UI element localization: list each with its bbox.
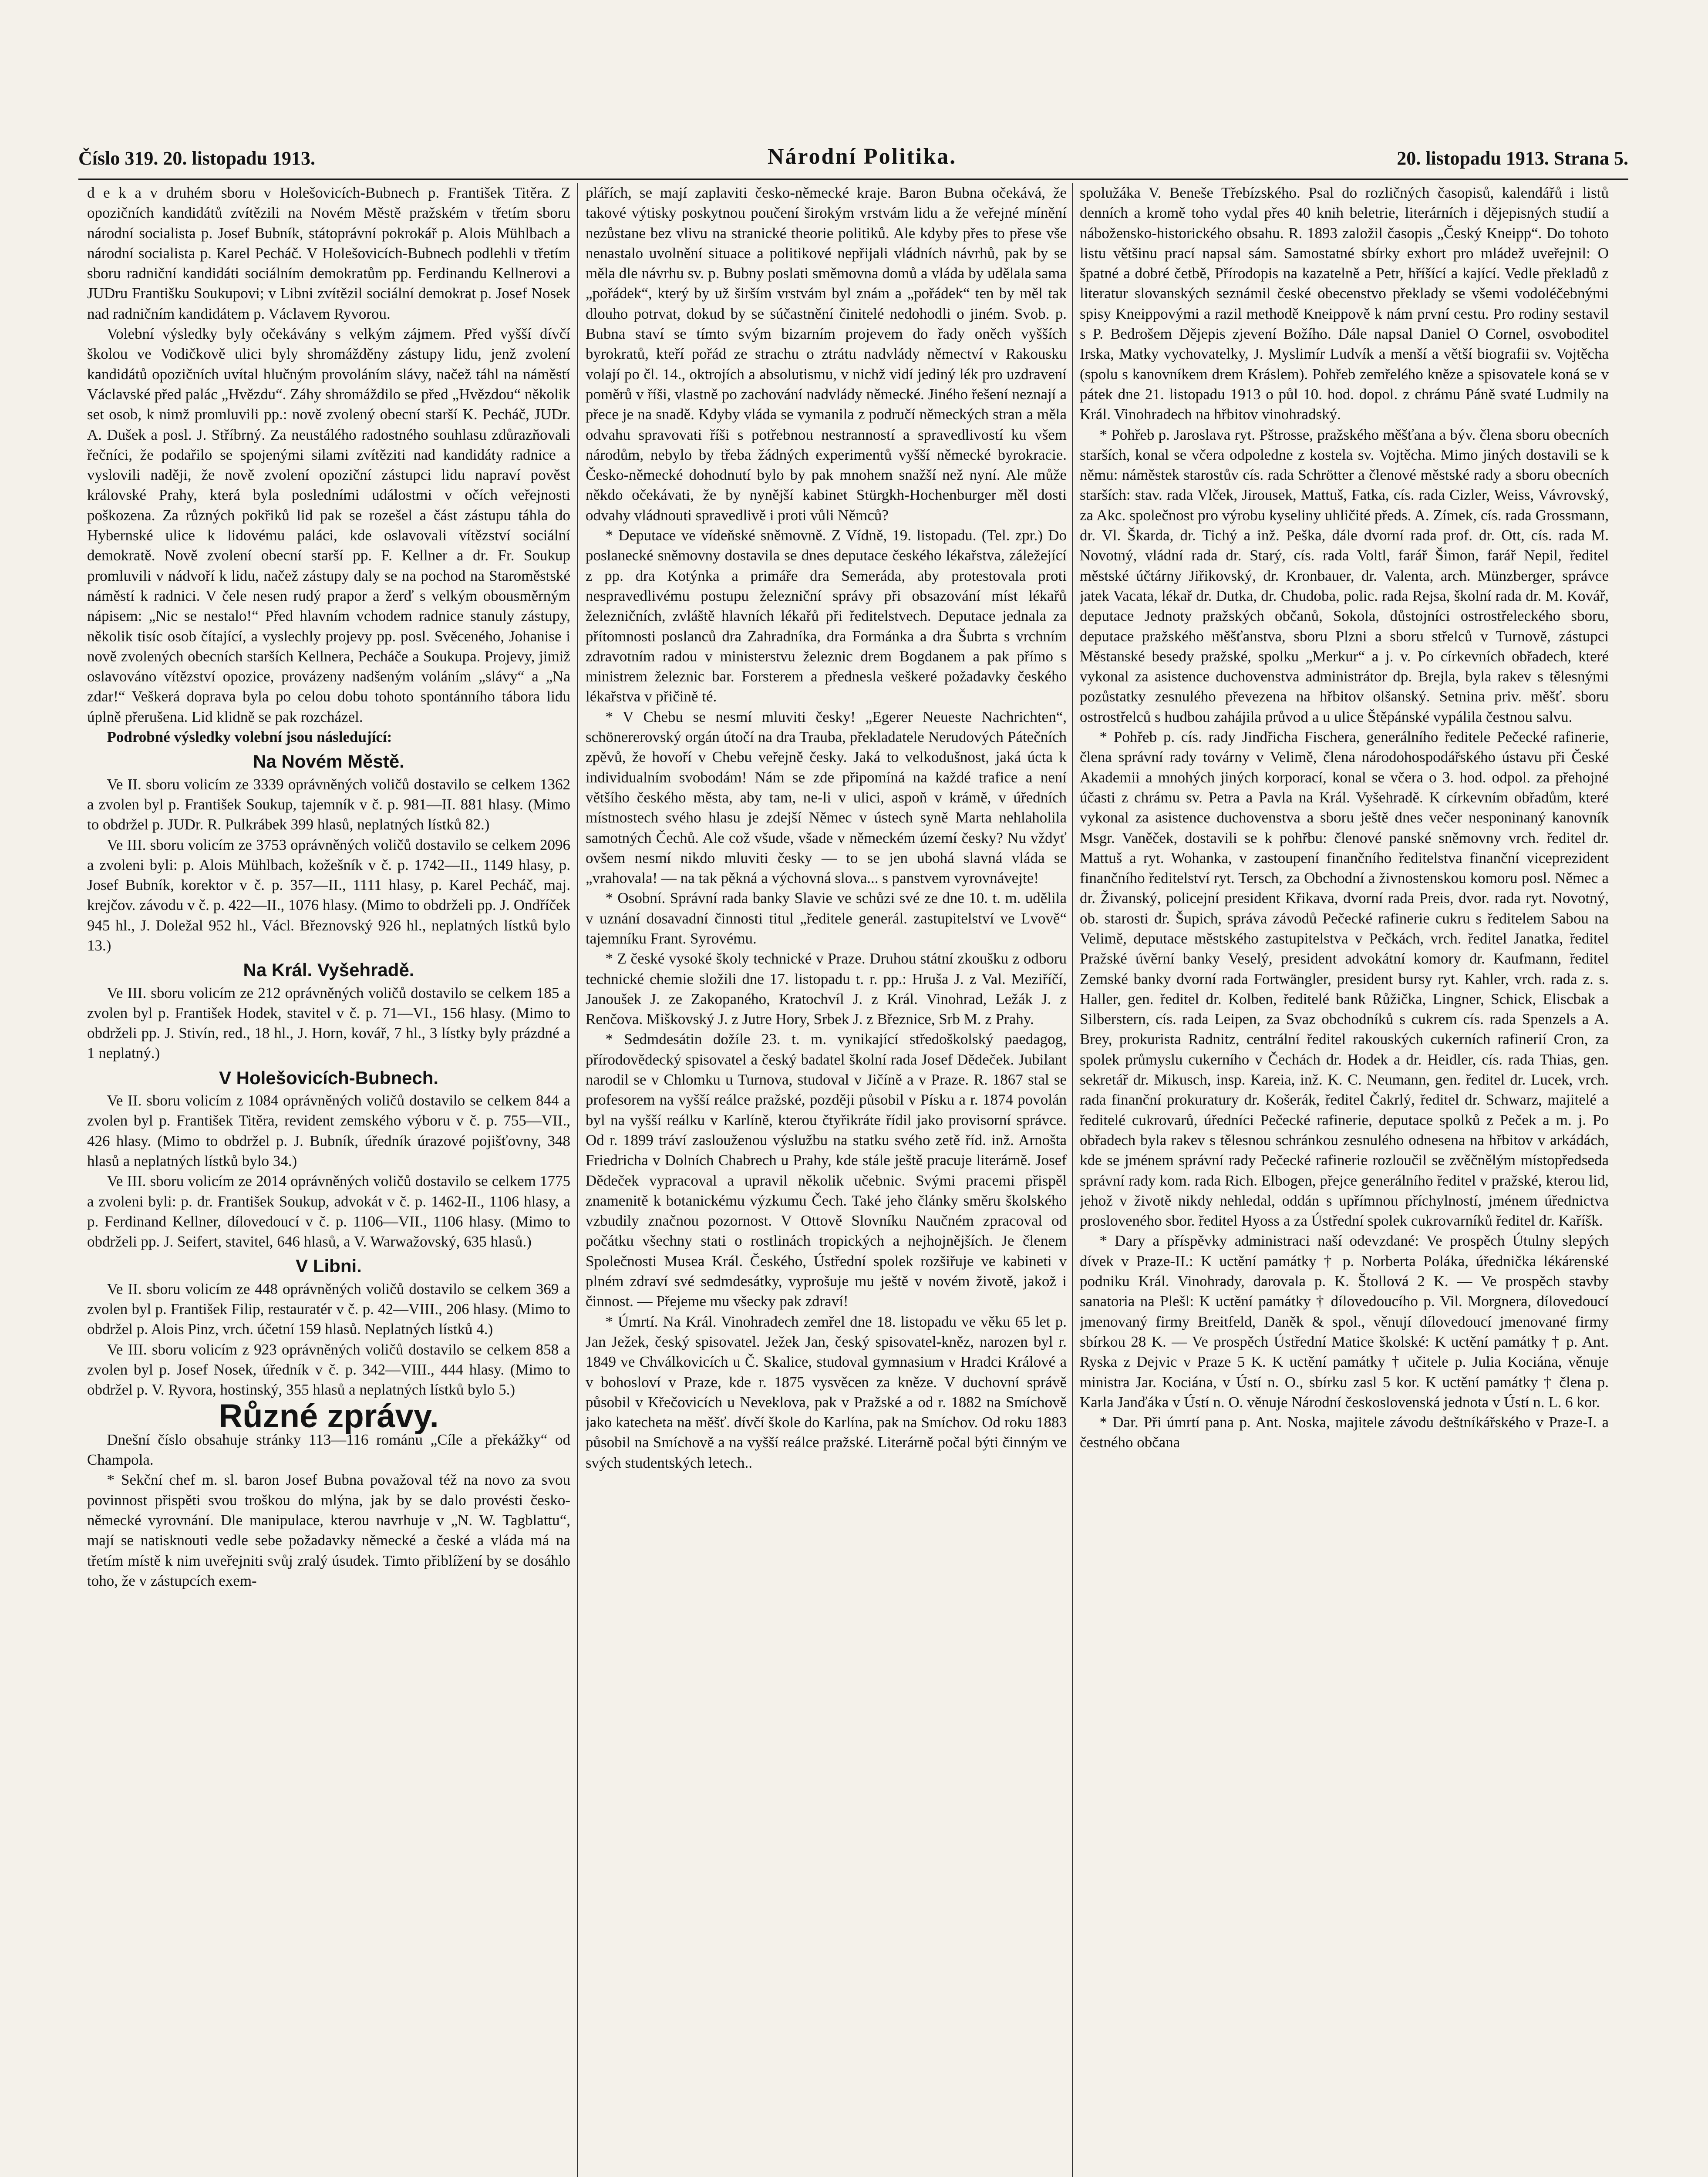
article-paragraph: * Sedmdesátin dožíle 23. t. m. vynikající středoškolský paedagog, přírodovědecký spisovatel a český badatel školní rada Josef Dědeček. Jubilant narodil se v Chlomku u Turnova, studoval v Jičíně a v Praze. R. 1867 stal se profesorem na vyšší reálce pražské, později působil v Písku a r. 1874 povolán byl na vyšší reálku v Karlíně, kterou čtyřikráte řídil jako provisorní správce. Od r. 1899 tráví zaslouženou výslužbu na statku svého zetě říd. inž. Arnošta Friedricha v Dolních Chabrech u Prahy, kde stále ještě pracuje literárně. Josef Dědeček vypracoval a upravil několik učebnic. Svými pracemi přispěl znamenitě k botanickému výzkumu Čech. Také jeho články směru školského vzbudily značnou pozornost. V Ottově Slovníku Naučném zpracoval od počátku všechny stati o rostlinách tropických a nejhojnějších. Je členem Společnosti Musea Král. Českého, Ústřední spolek rozšiřuje ve kabineti v plném zdraví své sedmdesátky, vyprošuje mu ještě v novém životě, jakož i činnost. — Přejeme mu všecky pak zdraví! xyxy=(586,1031,1067,1310)
article-paragraph: * Pohřeb p. cís. rady Jindřicha Fischera, generálního ředitele Pečecké rafinerie, člena správní rady továrny v Velimě, člena národohospodářského ústavu při České Akademii a mnohých jiných korporací, konal se včera o 3. hod. odpol. za přehojné účasti z chrámu sv. Petra a Pavla na Král. Vyšehradě. K církevním obřadům, které vykonal za asistence duchovenstva a sboru ještě dnes večer nesponinaný kanovník Msgr. Vaněček, dostavili se k pohřbu: členové panské sněmovny vrch. ředitel dr. Mattuš a ryt. Wohanka, v zastoupení finančního ředitelstva finanční viceprezident finančního ředitelství ryt. Tersch, za Obchodní a živnostenskou komoru posl. Němec a dr. Živanský, policejní president Křikava, dvorní rada Preis, dvor. rada ryt. Novotný, ob. starosti dr. Šupich, správa závodů Pečecké rafinerie cukru s ředitelem Sabou na Velimě, deputace městského zastupitelstva v Pečkách, vrch. ředitel Janatka, ředitel Pražské úvěrní banky Veselý, president advokátní komory dr. Kaufmann, ředitel Zemské banky dvorní rada Fortwängler, president bursy ryt. Kahler, vrch. rada z. s. Haller, gen. ředitel dr. Kolben, ředitelé bank Růžička, Lingner, Schick, Eliscbak a Silberstern, cís. rada Leipen, za Svaz obchodníků s cukrem cís. rada Spenzels a A. Brey, prokurista Radnitz, centrální ředitel rakouských cukerních rafinerií Cron, za spolek průmyslu cukerního v Čechách dr. Hodek a dr. Heidler, cís. rada Thias, gen. sekretář dr. Mikusch, insp. Kareia, inž. K. C. Neumann, gen. ředitel dr. Lucek, vrch. rada finanční prokuratury dr. Košerák, ředitel Čakrlý, ředitel dr. Schwarz, majitelé a ředitelé cukrovarů, úředníci Pečecké rafinerie, deputace spolků z Peček a m. j. Po obřadech byla rakev s tělesnou schránkou zesnulého odnesena na hřbitov v arkádách, kde se jménem správní rady Pečecké rafinerie rozloučil se zvěčnělým místopředseda správní rady kom. rada Rich. Elbogen, přejce generálního ředitel v pražské, kterou lid, jehož v životě nikdy nehledal, oddán s upřímnou příchylností, jménem úřednictva prosloveného sbor. ředitel Hyoss a za Ústřední spolek cukrovarníků ředitel dr. Kaříšk. xyxy=(1080,728,1609,1230)
article-paragraph: * Úmrtí. Na Král. Vinohradech zemřel dne 18. listopadu ve věku 65 let p. Jan Ježek, český spisovatel. Ježek Jan, český spisovatel-kněz, narozen byl r. 1849 ve Chválkovicích u Č. Skalice, studoval gymnasium v Hradci Králové a v bohosloví v Praze, kde r. 1875 vysvěcen za kněze. V duchovní správě působil v Křečovicích u Neveklova, pak v Pražské a od r. 1882 na Smíchově jako katecheta na měšť. dívčí škole do Karlína, pak na Smíchov. Od roku 1883 působil na Smíchově a na vyšší reálce pražské. Literárně počal býti činným ve svých studentských letech.. xyxy=(586,1313,1067,1471)
article-paragraph: * Deputace ve vídeňské sněmovně. Z Vídně, 19. listopadu. (Tel. zpr.) Do poslanecké sněmovny dostavila se dnes deputace českého lékařstva, záležející z pp. dra Kotýnka a primáře dra Semeráda, aby protestovala proti nespravedlivému postupu železniční správy při obsazování míst lékařů železničních, zvláště hlavních lékařů při ředitelstvech. Deputace jednala za přítomnosti poslanců dra Zahradníka, dra Formánka a dra Šubrta s vrchním zdravotním radou v ministerstvu železnic drem Bogdanem a pak přímo s ministrem železnic bar. Forsterem a přednesla veškeré požadavky českého lékařstva v přičině té. xyxy=(586,527,1067,705)
section-heading: V Libni. xyxy=(296,1256,362,1277)
article-paragraph: * V Chebu se nesmí mluviti česky! „Egerer Neueste Nachrichten“, schönererovský orgán útočí na dra Trauba, překladatele Nerudových Pátečních zpěvů, že hovoří v Chebu veřejně česky. Jaká to velkodušnost, jaká úcta k individualním svobodám! Nám se zde připomíná na každé trafice a není většího českého města, aby tam, ne-li v ulici, aspoň v krámě, v úředních místnostech svého hlasu je zdejší Němec v ústech syně Marta nehlaholila samotných Čechů. Ale což všude, všade v německém území česky? Nu vždyť ovšem nesmí nikdo mluviti česky — to se jen ubohá slavná vláda se „vrahovala! — na tak pěkná a výchovná slova... s panstvem vyrovnávejte! xyxy=(586,708,1067,887)
section-heading: Na Král. Vyšehradě. xyxy=(243,960,414,981)
section-heading: V Holešovicích-Bubnech. xyxy=(219,1067,439,1088)
article-paragraph: * Dary a příspěvky administraci naší odevzdané: Ve prospěch Útulny slepých dívek v Praze-II.: K uctění památky † p. Norberta Poláka, úřednička lékárenské podniku Král. Vinohrady, darovala p. K. Štollová 2 K. — Ve prospěch stavby sanatoria na Plešl: K uctění památky † dílovedoucího p. Vil. Morgnera, dílovedoucí jmenovaný firmy Breitfeld, Daněk & spol., věnují dílovedoucí jmenované firmy sbírkou 28 K. — Ve prospěch Ústřední Matice školské: K uctění památky † p. Ant. Ryska z Dejvic v Praze 5 K. K uctění památky † učitele p. Julia Kociána, věnuje ministra Jar. Kociána, v Ústí n. O., sbírku zasl 5 kor. K uctění památky † člena p. Karla Janďáka v Ústí n. O. věnuje Národní československá jednota v Ústí n. L. 6 kor. xyxy=(1080,1232,1609,1411)
column-divider xyxy=(577,183,578,2177)
date-page-info: 20. listopadu 1913. Strana 5. xyxy=(1397,148,1628,169)
article-paragraph: d e k a v druhém sboru v Holešovicích-Bubnech p. František Titěra. Z opozičních kandidátů zvítězili na Novém Městě pražském v třetím sboru národní socialista p. Josef Bubník, státoprávní pokrokář p. Alois Mühlbach a národní socialista p. Karel Pecháč. V Holešovicích-Bubnech podlehli v třetím sboru radniční kandidáti sociálním demokratům pp. Ferdinandu Kellnerovi a JUDru Františku Soukupovi; v Libni zvítězil sociální demokrat p. Josef Nosek nad radničním kandidátem p. Václavem Ryvorou. xyxy=(87,184,570,322)
article-paragraph: Podrobné výsledky volební jsou následující: xyxy=(107,728,392,746)
article-paragraph: Ve II. sboru volicím ze 448 oprávněných voličů dostavilo se celkem 369 a zvolen byl p. František Filip, restauratér v č. p. 42—VIII., 206 hlasy. (Mimo to obdržel p. Alois Pinz, vrch. účetní 159 hlasů. Neplatných lístků 4.) xyxy=(87,1280,570,1338)
article-paragraph: Ve II. sboru volicím z 1084 oprávněných voličů dostavilo se celkem 844 a zvolen byl p. František Titěra, revident zemského výboru v č. p. 755—VII., 426 hlasy. (Mimo to obdržel p. J. Bubník, úředník úrazové pojišťovny, 348 hlasů a neplatných lístků bylo 34.) xyxy=(87,1092,570,1169)
article-paragraph: Ve III. sboru volicím z 923 oprávněných voličů dostavilo se celkem 858 a zvolen byl p. Josef Nosek, úředník v č. p. 342—VIII., 444 hlasy. (Mimo to obdržel p. V. Ryvora, hostinský, 355 hlasů a neplatných lístků bylo 5.) xyxy=(87,1341,570,1399)
article-paragraph: Ve II. sboru volicím ze 3339 oprávněných voličů dostavilo se celkem 1362 a zvolen byl p. František Soukup, tajemník v č. p. 981—II. 881 hlasy. (Mimo to obdržel p. JUDr. R. Pulkrábek 399 hlasů, neplatných lístků 82.) xyxy=(87,775,570,833)
section-heading: Na Novém Městě. xyxy=(253,751,404,772)
article-paragraph: Ve III. sboru volicím ze 3753 oprávněných voličů dostavilo se celkem 2096 a zvoleni byli: p. Alois Mühlbach, kožešník v č. p. 1742—II., 1149 hlasy, p. Josef Bubník, korektor v č. p. 357—II., 1111 hlasy, p. Karel Pecháč, maj. krejčov. závodu v č. p. 422—II., 1076 hlasy. (Mimo to obdrželi pp. J. Ondříček 945 hl., J. Doležal 952 hl., Václ. Březnovský 926 hl., neplatných lístků bylo 13.) xyxy=(87,836,570,954)
article-paragraph: Volební výsledky byly očekávány s velkým zájmem. Před vyšší dívčí školou ve Vodičkově ulici byly shromážděny zástupy lidu, jenž zvolení kandidátů opozičních uvítal hlučným provoláním slávy, načež táhl na náměstí Václavské před palác „Hvězdu“. Záhy shromáždilo se před „Hvězdou“ několik set osob, k nimž promluvili pp.: nově zvolený obecní starší K. Pecháč, JUDr. A. Dušek a posl. J. Stříbrný. Za neustálého radostného souhlasu zdůrazňovali řečníci, že podařilo se spojenými silami zvítěziti nad kandidáty radnice a vyslovili naději, že nově zvolení opoziční zástupci lidu napraví pověst královské Prahy, která byla posledními událostmi v očích veřejnosti poškozena. Za různých pokřiků lid pak se rozešel a část zástupu táhla do Hybernské ulice k lidovému paláci, kde oslavovali vítězství sociální demokratě. Nově zvolení obecní starší pp. F. Kellner a dr. Fr. Soukup promluvili v nádvoří k lidu, načež zástupy daly se na pochod na Staroměstské náměstí k radnici. V čele nesen rudý prapor a žerď s velkým obousměrným nápisem: „Nic se nestalo!“ Před hlavním vchodem radnice stanuly zástupy, několik tisíc osob čítající, a vyslechly projevy pp. posl. Svěceného, Johanise i nově zvolených obecních starších Kellnera, Pecháče a Soukupa. Projevy, jimiž oslavováno vítězství opozice, provázeny nadšeným voláním „slávy“ a „Na zdar!“ Veškerá doprava byla po celou dobu tohoto spontánního tábora lidu úplně přerušena. Lid klidně se pak rozcházel. xyxy=(87,325,570,725)
article-paragraph: plářích, se mají zaplaviti česko-německé kraje. Baron Bubna očekává, že takové výtisky poskytnou poučení širokým vrstvám lidu a že veřejné mínění nezůstane bez vlivu na stranické theorie politiků. Ale kdyby přes to přese vše nenastalo uvolnění situace a politikové nepřijali vládních návrhů, pak by se měla dle návrhu sv. p. Bubny poslati směmovna domů a vláda by udělala sama „pořádek“, který by už širším vrstvám byl znám a „pořádek“ ten by měl tak dlouho potrvat, dokud by se súčastnění činitelé nedohodli o jiném. Svob. p. Bubna staví se tímto svým bizarním projevem do řady oněch vyšších byrokratů, kteří pořád ze strachu o ztrátu nadvlády němectví v Rakousku volají po čl. 14., oktrojích a absolutismu, v nichž vidí jediný lék pro uzdravení poměrů v říši, vlastně po zachování nadvlády německé. Jiného řešení neznají a přece je na snadě. Kdyby vláda se vymanila z područí německých stran a měla odvahu spravovati říši s potřebnou nestranností a spravedlivostí ku všem národům, nebylo by třeba žádných experimentů vyšší německé byrokracie. Česko-německé dohodnutí bylo by pak mnohem snažší než nyní. Ale může někdo očekávati, že by nynější kabinet Stürgkh-Hochenburger měl dosti odvahy vládnouti spravedlivě i proti vůli Němců? xyxy=(586,184,1067,524)
column-2 xyxy=(586,183,1067,2177)
page-header xyxy=(78,144,1628,180)
column-3 xyxy=(1080,183,1609,2177)
article-paragraph: Ve III. sboru volicím ze 212 oprávněných voličů dostavilo se celkem 185 a zvolen byl p. František Hodek, stavitel v č. p. 71—VI., 156 hlasy. (Mimo to obdrželi pp. J. Stivín, red., 18 hl., J. Horn, kovář, 7 hl., 3 lístky byly prázdné a 1 neplatný.) xyxy=(87,984,570,1062)
article-paragraph: * Dar. Při úmrtí pana p. Ant. Noska, majitele závodu deštníkářského v Praze-I. a čestného občana xyxy=(1080,1414,1609,1451)
column-1 xyxy=(87,183,570,2177)
newspaper-title: Národní Politika. xyxy=(767,144,957,169)
article-paragraph: * Osobní. Správní rada banky Slavie ve schůzi své ze dne 10. t. m. udělila v uznání dosavadní činnosti titul „ředitele generál. zastupitelství ve Lvově“ tajemníku Frant. Syrovému. xyxy=(586,890,1067,947)
article-paragraph: Ve III. sboru volicím ze 2014 oprávněných voličů dostavilo se celkem 1775 a zvoleni byli: p. dr. František Soukup, advokát v č. p. 1462-II., 1106 hlasy, a p. Ferdinand Kellner, dílovedoucí v č. p. 1106—VII., 1106 hlasy. (Mimo to obdrželi pp. J. Seifert, stavitel, 646 hlasů, a V. Warwažovský, 635 hlasů.) xyxy=(87,1173,570,1250)
article-paragraph: * Sekční chef m. sl. baron Josef Bubna považoval též na novo za svou povinnost přispěti svou troškou do mlýna, jak by se dalo provésti česko-německé vyrovnání. Dle manipulace, kterou navrhuje v „N. W. Tagblattu“, mají se natisknouti vedle sebe požadavky německé a české a vláda má na třetím místě k nim uveřejniti svůj zralý úsudek. Timto přiblížení by se dosáhlo toho, že v zástupcích exem- xyxy=(87,1471,570,1589)
article-paragraph: * Pohřeb p. Jaroslava ryt. Pštrosse, pražského měšťana a býv. člena sboru obecních starších, konal se včera odpoledne z kostela sv. Vojtěcha. Mimo jiných dostavili se k němu: náměstek starostův cís. rada Schrötter a členové městské rady a sboru obecních starších: stav. rada Vlček, Jirousek, Mattuš, Fatka, cís. rada Cizler, Weiss, Vávrovský, za Akc. společnost pro výrobu kyseliny uhličité předs. A. Zímek, cís. rada Grossmann, dr. Vl. Škarda, dr. Tichý a inž. Peška, dále dvorní rada prof. dr. Ott, cís. rada M. Novotný, vládní rada dr. Starý, cís. rada Voltl, farář Šimon, farář Nepil, ředitel městské účtárny Jiřikovský, dr. Kronbauer, dr. Valenta, arch. Münzberger, správce jatek Vacata, lékař dr. Dutka, dr. Chudoba, polic. rada Rejsa, školní rada dr. M. Kovář, deputace Jednoty pražských občanů, Sokola, důstojníci ostrostřeleckého sboru, deputace pražského měšťanstva, sboru Plzni a sboru střelců v Turnově, zástupci Městanské besedy pražské, spolku „Merkur“ a j. v. Po církevních obřadech, které vykonal za asistence duchovenstva administrátor dp. Brejla, byla rakev s tělesnými pozůstatky zesnulého převezena na hřbitov olšanský. Setnina priv. měšť. sboru ostrostřelců s hudbou zahájila průvod a u ulice Štěpánské vypálila čestnou salvu. xyxy=(1080,426,1609,725)
news-section-title: Různé zprávy. xyxy=(219,1397,439,1435)
article-paragraph: spolužáka V. Beneše Třebízského. Psal do rozličných časopisů, kalendářů i listů denních a kromě toho vydal přes 40 knih beletrie, literárních i dějepisných studií a nábožensko-historického obsahu. R. 1893 založil časopis „Český Kneipp“. Do tohoto listu většinu prací napsal sám. Samostatné sbírky exhort pro mládež uveřejnil: O špatné a dobré četbě, Přírodopis na kazatelně a Petr, hříšící a kající. Vedle překladů z literatur slovanských seznámil české obecenstvo překlady se všemi vodoléčebnými spisy Kneippovými a razil methodě Kneippově k nám první cestu. Pro rodiny sestavil s P. Bedrošem Dějepis zjevení Božího. Dále napsal Daniel O Cornel, osvoboditel Irska, Matky vychovatelky, J. Myslimír Ludvík a menší a větší biografii sv. Vojtěcha (spolu s kanovníkem drem Kráslem). Pohřeb zemřelého kněze a spisovatele koná se v pátek dne 21. listopadu 1913 o půl 10. hod. dopol. z chrámu Páně svaté Ludmily na Král. Vinohradech na hřbitov vinohradský. xyxy=(1080,184,1609,423)
article-paragraph: Dnešní číslo obsahuje stránky 113—116 románu „Cíle a překážky“ od Champola. xyxy=(87,1431,570,1469)
column-divider xyxy=(1072,183,1073,2177)
article-paragraph: * Z české vysoké školy technické v Praze. Druhou státní zkoušku z odboru technické chemie složili dne 17. listopadu t. r. pp.: Hruša J. z Val. Meziříčí, Janoušek J. ze Zakopaného, Kratochvíl J. z Král. Vinohrad, Ležák J. z Renčova. Miškovský J. z Jutre Hory, Srbek J. z Březnice, Srb M. z Prahy. xyxy=(586,950,1067,1028)
issue-info: Číslo 319. 20. listopadu 1913. xyxy=(78,148,315,169)
